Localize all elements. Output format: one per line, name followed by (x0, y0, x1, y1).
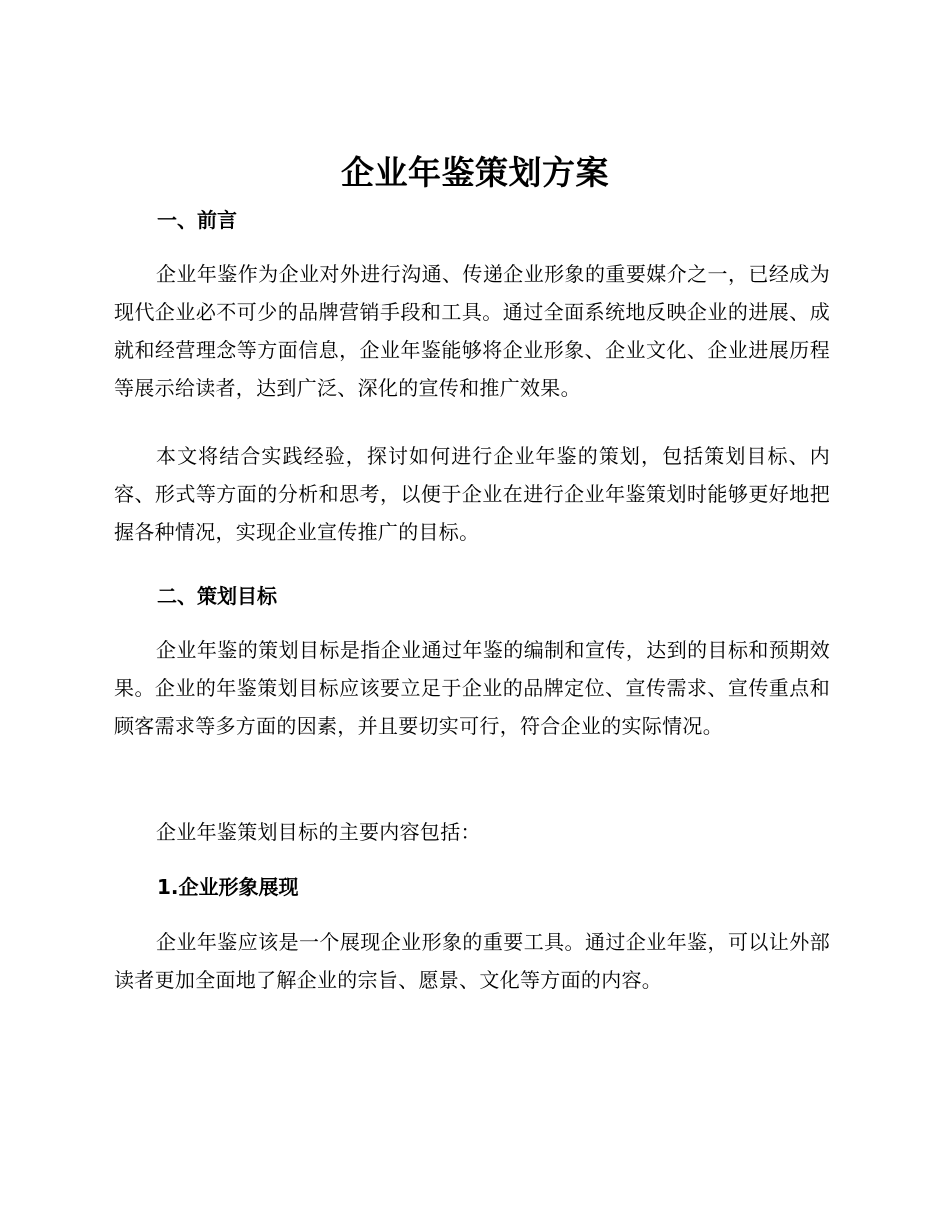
section-heading-goals: 二、策划目标 (157, 584, 277, 608)
paragraph-preface-1: 企业年鉴作为企业对外进行沟通、传递企业形象的重要媒介之一，已经成为现代企业必不可少的品牌营销手段和工具。通过全面系统地反映企业的进展、成就和经营理念等方面信息，企业年鉴能够将企业形象、企业文化、企业进展历程等展示给读者，达到广泛、深化的宣传和推广效果。 (114, 262, 830, 400)
section-heading-preface: 一、前言 (157, 208, 237, 232)
document-title: 企业年鉴策划方案 (341, 153, 609, 192)
paragraph-preface-2: 本文将结合实践经验，探讨如何进行企业年鉴的策划，包括策划目标、内容、形式等方面的分析和思考，以便于企业在进行企业年鉴策划时能够更好地把握各种情况，实现企业宣传推广的目标。 (114, 444, 830, 544)
paragraph-image-1: 企业年鉴应该是一个展现企业形象的重要工具。通过企业年鉴，可以让外部读者更加全面地了解企业的宗旨、愿景、文化等方面的内容。 (114, 930, 830, 992)
paragraph-goals-2: 企业年鉴策划目标的主要内容包括： (156, 820, 481, 844)
paragraph-goals-1: 企业年鉴的策划目标是指企业通过年鉴的编制和宣传，达到的目标和预期效果。企业的年鉴策划目标应该要立足于企业的品牌定位、宣传需求、宣传重点和顾客需求等多方面的因素，并且要切实可行，符合企业的实际情况。 (114, 638, 830, 738)
subsection-heading-image: 1.企业形象展现 (157, 875, 299, 899)
